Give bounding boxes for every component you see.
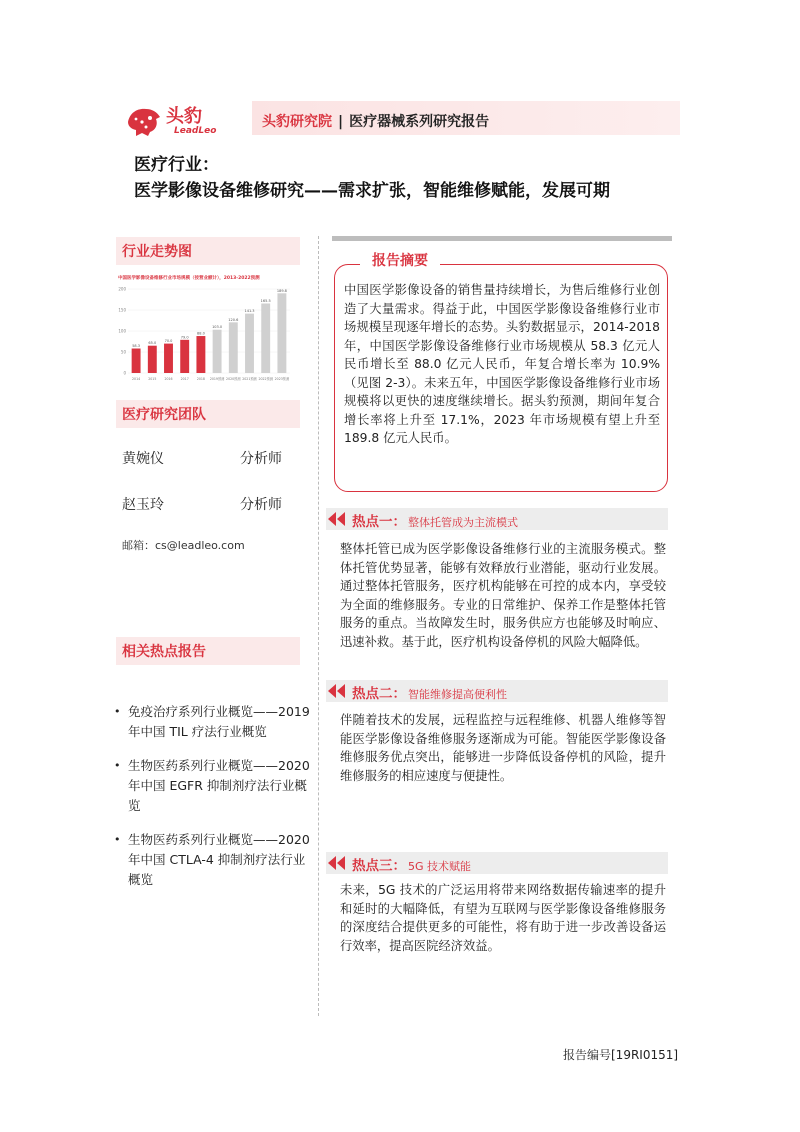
chart-bar xyxy=(261,303,270,373)
chart-y-tick-label: 150 xyxy=(118,307,126,313)
header-title xyxy=(262,111,489,131)
related-report-item[interactable]: • 生物医药系列行业概览——2020 年中国 EGFR 抑制剂疗法行业概览 xyxy=(114,756,314,816)
trend-section-heading: 行业走势图 xyxy=(116,237,300,265)
hotspot-3-label xyxy=(352,854,471,874)
chart-bar xyxy=(196,336,205,373)
member-role-1: 分析师 xyxy=(240,451,282,467)
chart-x-tick-label: 2016 xyxy=(164,377,173,381)
hotspot-2-heading xyxy=(326,680,668,702)
document-title xyxy=(134,152,610,204)
chart-x-tick-label: 2023预测 xyxy=(274,377,290,381)
chart-bar xyxy=(277,293,286,373)
header-separator: | xyxy=(338,114,344,130)
chart-svg xyxy=(118,285,294,385)
chart-bar xyxy=(164,344,173,373)
chart-x-tick-label: 2021预测 xyxy=(242,377,257,381)
chart-data-label: 141.3 xyxy=(244,309,255,314)
chart-data-label: 103.0 xyxy=(212,325,223,330)
hotspot-1-label xyxy=(352,510,518,530)
abstract-label: 报告摘要 xyxy=(360,250,440,272)
red-arrow-flag-icon xyxy=(328,684,346,698)
red-arrow-flag-icon xyxy=(328,512,346,526)
chart-x-tick-label: 2019预测 xyxy=(209,377,225,381)
hotspot-1-number: 热点一： xyxy=(352,514,406,530)
chart-y-tick-label: 200 xyxy=(118,286,126,292)
logo-chinese: 头豹 xyxy=(166,106,202,127)
related-section-heading: 相关热点报告 xyxy=(116,637,300,665)
report-header xyxy=(124,98,680,142)
chart-data-label: 165.5 xyxy=(260,298,271,303)
related-report-item[interactable]: • 免疫治疗系列行业概览——2019 年中国 TIL 疗法行业概览 xyxy=(114,702,314,742)
hotspot-2-label xyxy=(352,682,507,702)
member-name-2: 赵玉玲 xyxy=(122,497,164,513)
right-top-bar xyxy=(332,236,672,241)
chart-bar xyxy=(180,340,189,373)
institute-name: 头豹研究院 xyxy=(262,114,332,130)
chart-bar xyxy=(213,330,222,373)
abstract-text: 中国医学影像设备的销售量持续增长，为售后维修行业创造了大量需求。得益于此，中国医学影像设备维修行业市场规模呈现逐年增长的态势。头豹数据显示，2014-2018 年，中国医学影像设备维修行业市场规模从 58.3 亿元人民币增长至 88.0 亿元人民币，年复合增长率为 10.9%（见图 2-3）。未来五年，中国医学影像设备维修行业市场规模将以更快的速度继续增长。据头豹预测，期间年复合增长率将上升至 17.1%，2023 年市场规模有望上升至 189.8 亿元人民币。 xyxy=(344,283,660,445)
chart-y-tick-label: 0 xyxy=(123,370,126,376)
chart-title: 中国医学影像设备维修行业市场规模（按营业额计），2013-2022预测 xyxy=(118,276,260,281)
series-name: 医疗器械系列研究报告 xyxy=(349,114,490,130)
chart-data-label: 88.0 xyxy=(197,331,205,336)
leadleo-logo xyxy=(124,100,234,140)
hotspot-2-number: 热点二： xyxy=(352,686,406,702)
hotspot-3-heading xyxy=(326,852,668,874)
chart-bar xyxy=(132,349,141,373)
chart-x-tick-label: 2014 xyxy=(132,377,141,381)
chart-x-tick-label: 2020预测 xyxy=(226,377,241,381)
chart-bar xyxy=(229,322,238,373)
title-line-1: 医疗行业： xyxy=(134,155,219,175)
chart-y-tick-label: 50 xyxy=(120,349,126,355)
logo-english: LeadLeo xyxy=(174,126,217,136)
leopard-logo-icon xyxy=(124,100,164,140)
hotspot-3-number: 热点三： xyxy=(352,858,406,874)
column-divider xyxy=(318,236,319,1016)
hotspot-1-subtitle: 整体托管成为主流模式 xyxy=(408,516,518,529)
hotspot-2-subtitle: 智能维修提高便利性 xyxy=(408,688,507,701)
member-name-1: 黄婉仪 xyxy=(122,451,164,467)
related-report-item[interactable]: • 生物医药系列行业概览——2020 年中国 CTLA-4 抑制剂疗法行业概览 xyxy=(114,830,314,890)
chart-bar xyxy=(245,314,254,373)
chart-y-tick-label: 100 xyxy=(118,328,126,334)
chart-x-tick-label: 2022预测 xyxy=(258,377,273,381)
contact-email[interactable]: 邮箱：cs@leadleo.com xyxy=(122,539,245,552)
trend-chart xyxy=(118,275,294,385)
chart-x-tick-label: 2015 xyxy=(148,377,157,381)
chart-bar xyxy=(148,346,157,373)
chart-data-label: 189.8 xyxy=(276,288,287,293)
report-number: 报告编号[19RI0151] xyxy=(563,1048,679,1062)
title-line-2: 医学影像设备维修研究——需求扩张，智能维修赋能，发展可期 xyxy=(134,181,610,201)
chart-x-tick-label: 2018 xyxy=(196,377,205,381)
chart-data-label: 79.0 xyxy=(180,335,189,340)
chart-x-tick-label: 2017 xyxy=(180,377,189,381)
related-report-list xyxy=(114,702,314,904)
hotspot-1-text: 整体托管已成为医学影像设备维修行业的主流服务模式。整体托管优势显著，能够有效释放行业潜能，驱动行业发展。通过整体托管服务，医疗机构能够在可控的成本内，享受较为全面的维修服务。专业的日常维护、保养工作是整体托管服务的重点。当故障发生时，服务供应方也能够及时响应、迅速补救。基于此，医疗机构设备停机的风险大幅降低。 xyxy=(340,542,666,649)
hotspot-1-heading xyxy=(326,508,668,530)
hotspot-2-text: 伴随着技术的发展，远程监控与远程维修、机器人维修等智能医学影像设备维修服务逐渐成为可能。智能医学影像设备维修服务优点突出，能够进一步降低设备停机的风险，提升维修服务的相应速度与便捷性。 xyxy=(340,713,666,783)
chart-data-label: 120.6 xyxy=(228,317,239,322)
hotspot-3-subtitle: 5G 技术赋能 xyxy=(408,860,472,873)
member-role-2: 分析师 xyxy=(240,497,282,513)
red-arrow-flag-icon xyxy=(328,856,346,870)
chart-data-label: 70.0 xyxy=(164,339,173,344)
left-column xyxy=(116,237,300,385)
team-section-heading: 医疗研究团队 xyxy=(116,400,300,428)
chart-data-label: 65.0 xyxy=(148,341,157,346)
chart-data-label: 58.3 xyxy=(132,344,140,349)
hotspot-3-text: 未来，5G 技术的广泛运用将带来网络数据传输速率的提升和延时的大幅降低，有望为互联网与医学影像设备维修服务的深度结合提供更多的可能性，将有助于进一步改善设备运行效率，提高医院经济效益。 xyxy=(340,883,666,953)
